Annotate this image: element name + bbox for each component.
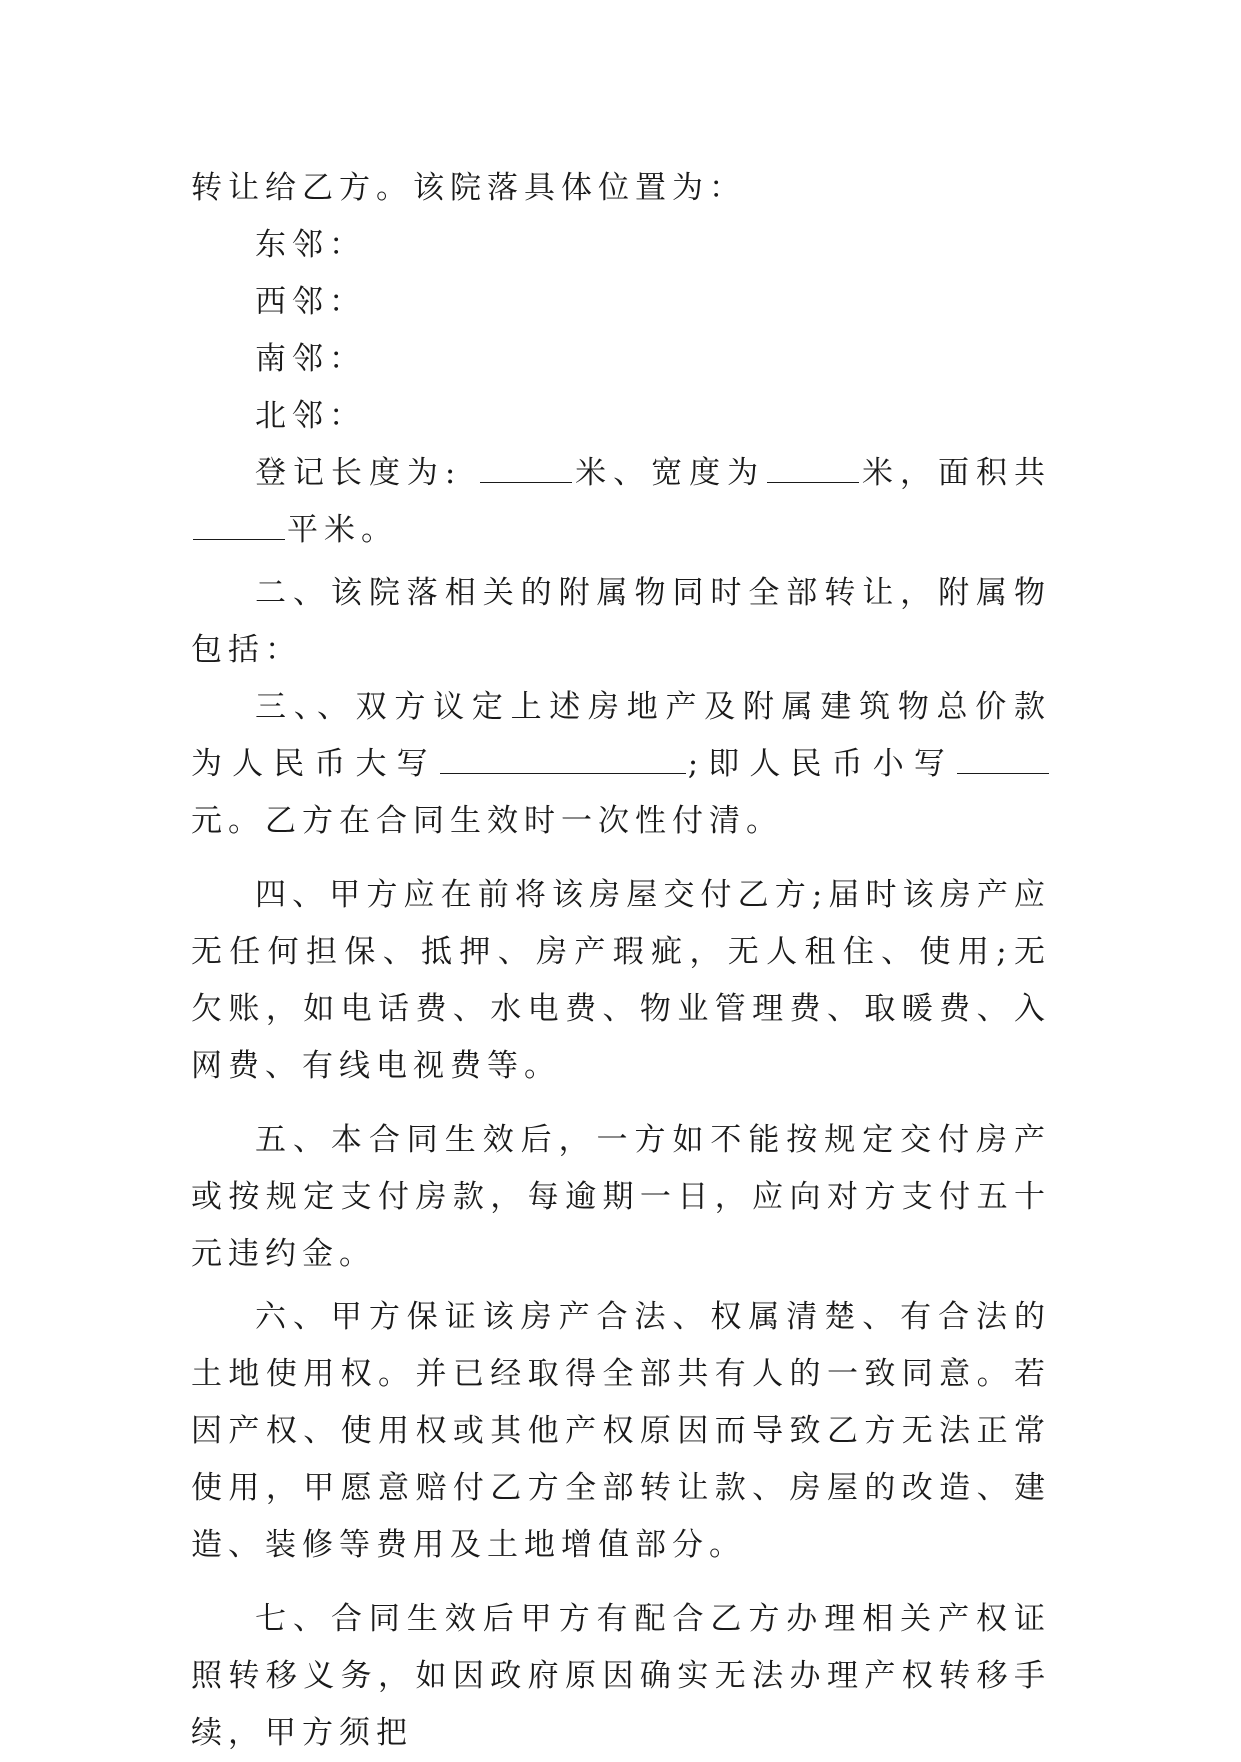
p3-mid: ;即人民币小写 <box>687 746 955 782</box>
paragraph-5: 五、本合同生效后，一方如不能按规定交付房产或按规定支付房款，每逾期一日，应向对方支付五十元违约金。 <box>191 1122 1051 1272</box>
price-lowercase-blank <box>957 747 1049 774</box>
neighbor-north: 北邻： <box>255 398 366 434</box>
dims-mid2: 米，面积共 <box>861 455 1051 491</box>
p3-suffix: 元。乙方在合同生效时一次性付清。 <box>191 803 783 839</box>
paragraph-dimensions <box>191 445 1051 559</box>
dims-prefix: 登记长度为: <box>255 455 479 491</box>
paragraph-7: 七、合同生效后甲方有配合乙方办理相关产权证照转移义务，如因政府原因确实无法办理产权转移手续，甲方须把 <box>191 1601 1051 1751</box>
neighbor-west: 西邻： <box>255 284 366 320</box>
paragraph-6: 六、甲方保证该房产合法、权属清楚、有合法的土地使用权。并已经取得全部共有人的一致同意。若因产权、使用权或其他产权原因而导致乙方无法正常使用，甲愿意赔付乙方全部转让款、房屋的改造、建造、装修等费用及土地增值部分。 <box>191 1299 1051 1563</box>
area-blank <box>193 513 285 540</box>
neighbor-east: 东邻： <box>255 227 366 263</box>
paragraph-3 <box>191 679 1051 850</box>
length-blank <box>480 456 572 483</box>
paragraph-transfer: 转让给乙方。该院落具体位置为： <box>191 170 746 206</box>
paragraph-2: 二、该院落相关的附属物同时全部转让，附属物包括： <box>191 575 1051 668</box>
neighbor-south: 南邻： <box>255 341 366 377</box>
dims-suffix: 平米。 <box>287 512 398 548</box>
p3-prefix: 三、、双方议定上述房地产及附属建筑物总价款为人民币大写 <box>191 689 1051 782</box>
paragraph-4: 四、甲方应在前将该房屋交付乙方;届时该房产应无任何担保、抵押、房产瑕疵，无人租住、使用;无欠账，如电话费、水电费、物业管理费、取暖费、入网费、有线电视费等。 <box>191 877 1051 1084</box>
width-blank <box>767 456 859 483</box>
document-body <box>191 160 1051 1762</box>
price-uppercase-blank <box>440 747 686 774</box>
dims-mid1: 米、宽度为 <box>574 455 766 491</box>
